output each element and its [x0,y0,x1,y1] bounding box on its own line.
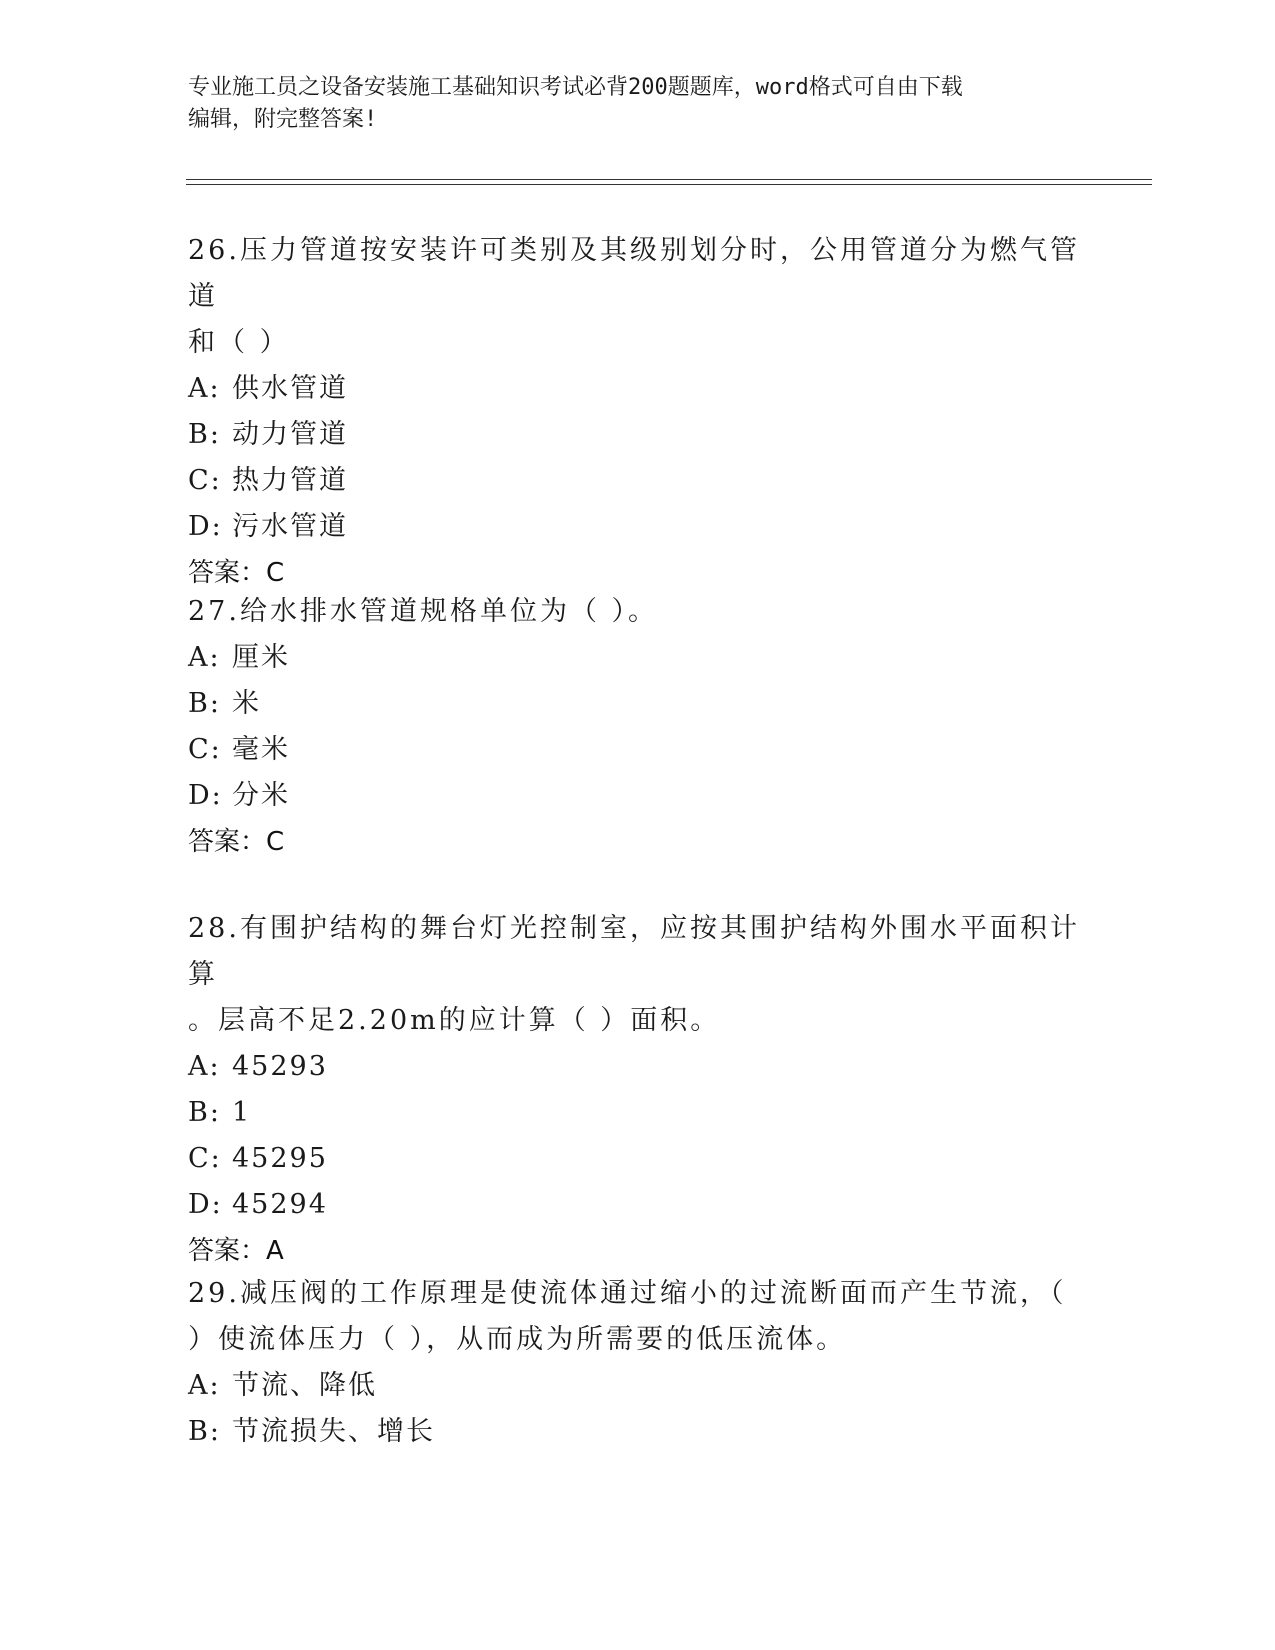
answer-line: 答案：A [188,1236,284,1266]
question-stem-line: 27.给水排水管道规格单位为（ ）。 [188,596,659,627]
option-text: 污水管道 [232,511,348,542]
option-key: D: [188,1189,223,1220]
option-key: A: [188,373,221,404]
question-29 [188,1271,1088,1455]
option-key: B: [188,1416,221,1447]
option-b [188,681,1088,727]
option-key: D: [188,780,223,811]
option-key: C: [188,465,222,496]
option-d [188,1182,1088,1228]
document-header [188,72,1088,136]
question-stem-line: 29.减压阀的工作原理是使流体通过缩小的过流断面而产生节流，（ [188,1278,1067,1309]
option-key: A: [188,642,221,673]
header-line-1: 专业施工员之设备安装施工基础知识考试必背200题题库，word格式可自由下载 [188,75,963,100]
question-28 [188,906,1088,1274]
question-stem-line: 和（ ） [188,327,290,358]
option-b [188,1090,1088,1136]
answer-line: 答案：C [188,558,285,588]
option-text: 45293 [232,1051,328,1082]
option-text: 45295 [232,1143,328,1174]
header-divider-top [186,179,1152,180]
option-a [188,1044,1088,1090]
option-key: B: [188,688,221,719]
question-stem-line: ）使流体压力（ ），从而成为所需要的低压流体。 [188,1324,847,1355]
option-c [188,1136,1088,1182]
option-key: C: [188,1143,222,1174]
question-stem-line: 28.有围护结构的舞台灯光控制室，应按其围护结构外围水平面积计算 [188,913,1080,990]
question-stem-line: 。层高不足2.20m的应计算（ ）面积。 [188,1005,721,1036]
option-b [188,412,1088,458]
option-key: B: [188,1097,221,1128]
option-a [188,1363,1088,1409]
option-text: 热力管道 [232,465,348,496]
option-text: 供水管道 [232,373,348,404]
option-text: 45294 [232,1189,328,1220]
option-c [188,727,1088,773]
option-c [188,458,1088,504]
option-key: A: [188,1370,221,1401]
question-stem-line: 26.压力管道按安装许可类别及其级别划分时，公用管道分为燃气管道 [188,235,1080,312]
option-text: 节流、降低 [232,1370,377,1401]
option-b [188,1409,1088,1455]
option-key: D: [188,511,223,542]
option-text: 节流损失、增长 [232,1416,435,1447]
option-d [188,773,1088,819]
option-key: A: [188,1051,221,1082]
option-d [188,504,1088,550]
option-text: 分米 [232,780,290,811]
question-27 [188,589,1088,865]
option-text: 毫米 [232,734,290,765]
option-text: 动力管道 [232,419,348,450]
answer-line: 答案：C [188,827,285,857]
header-divider-bottom [186,184,1152,185]
option-text: 米 [232,688,261,719]
option-text: 1 [232,1097,252,1128]
option-key: C: [188,734,222,765]
option-a [188,366,1088,412]
question-26 [188,228,1088,596]
option-text: 厘米 [232,642,290,673]
header-line-2: 编辑，附完整答案! [188,107,378,132]
option-a [188,635,1088,681]
option-key: B: [188,419,221,450]
